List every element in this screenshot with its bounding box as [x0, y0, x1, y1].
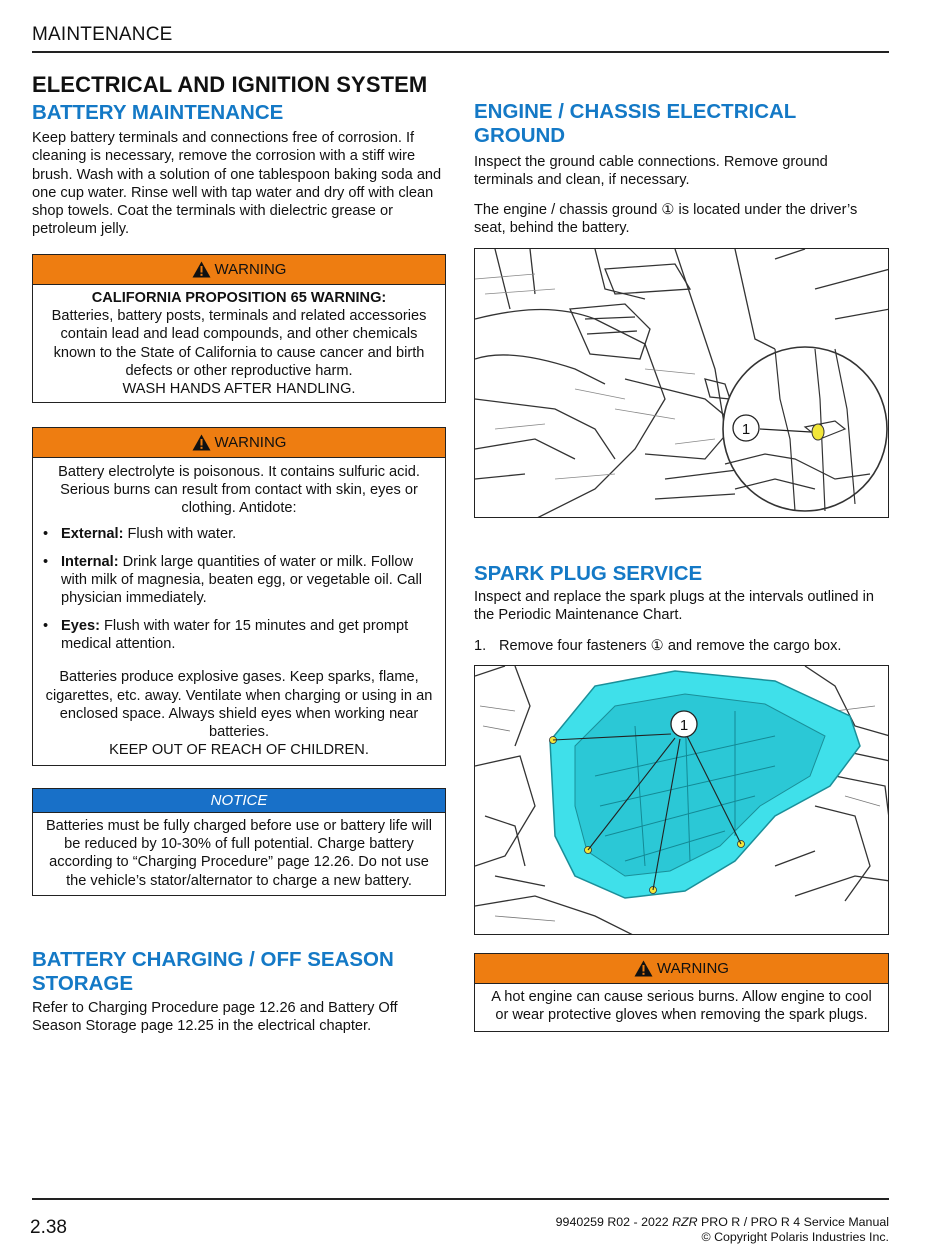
prop65-footer: WASH HANDS AFTER HANDLING.	[122, 381, 356, 398]
electrolyte-footer: KEEP OUT OF REACH OF CHILDREN.	[109, 742, 369, 759]
warning-triangle-icon	[192, 434, 211, 451]
prop65-title: CALIFORNIA PROPOSITION 65 WARNING:	[91, 289, 387, 306]
footer-rule	[32, 1198, 889, 1200]
notice-body: Batteries must be fully charged before use or battery life will be reduced by 10-30% of full potential. Charge battery according to “Charging Procedure” page 12.26. Do not use the vehicle’s stator/alternator to charge a new battery.	[45, 817, 433, 889]
manual-title: 9940259 R02 - 2022 RZR PRO R / PRO R 4 Service Manual	[555, 1215, 889, 1229]
prop65-text: Batteries, battery posts, terminals and related accessories contain lead and lead compounds, and other chemicals known to the State of California to cause cancer and birth defects or other reproductive harm.	[51, 308, 427, 379]
notice-header: NOTICE	[33, 789, 445, 813]
running-header: MAINTENANCE	[32, 24, 173, 45]
list-item: • Eyes: Flush with water for 15 minutes and get prompt medical attention.	[43, 617, 409, 652]
copyright: © Copyright Polaris Industries Inc.	[701, 1229, 889, 1244]
left-column	[32, 72, 446, 1036]
warning-label: WARNING	[214, 433, 287, 451]
spark-plug-heading: SPARK PLUG SERVICE	[474, 562, 703, 586]
warning-header	[33, 255, 445, 285]
explosive-gas-text: Batteries produce explosive gases. Keep sparks, flame, cigarettes, etc. away. Ventilate when charging or using in an enclosed space. Always shield eyes when working near batteries.	[45, 669, 433, 741]
warning-body	[33, 458, 445, 765]
warning-label: WARNING	[214, 260, 287, 278]
engine-ground-text-2: The engine / chassis ground ① is located under the driver’s seat, behind the battery.	[474, 201, 858, 236]
warning-box-prop65	[32, 254, 446, 403]
figure-callout-1: 1	[679, 717, 689, 735]
warning-header	[475, 954, 888, 984]
warning-box-electrolyte	[32, 427, 446, 766]
chassis-line-drawing	[475, 249, 889, 518]
notice-box	[32, 788, 446, 896]
step-number: 1.	[474, 637, 487, 654]
warning-body	[33, 285, 445, 402]
list-item: • External: Flush with water.	[43, 526, 237, 543]
page-number: 2.38	[30, 1217, 67, 1238]
right-column	[474, 100, 889, 1032]
battery-maintenance-heading: BATTERY MAINTENANCE	[32, 101, 284, 124]
warning-triangle-icon	[634, 960, 653, 977]
figure-callout-1: 1	[741, 421, 751, 439]
step-1	[474, 637, 889, 655]
ground-location-figure	[474, 248, 889, 518]
electrolyte-intro: Battery electrolyte is poisonous. It contains sulfuric acid. Serious burns can result from contact with skin, eyes or clothing. Antidote:	[58, 463, 420, 517]
warning-triangle-icon	[192, 261, 211, 278]
battery-charging-text: Refer to Charging Procedure page 12.26 and Battery Off Season Storage page 12.25 in the electrical chapter.	[32, 999, 398, 1035]
cargo-box-figure	[474, 665, 889, 935]
chapter-title: ELECTRICAL AND IGNITION SYSTEM	[32, 72, 428, 97]
engine-ground-heading: ENGINE / CHASSIS ELECTRICAL GROUND	[474, 100, 796, 147]
cargo-box-drawing	[475, 666, 889, 935]
antidote-list	[41, 525, 437, 653]
engine-ground-text-1: Inspect the ground cable connections. Remove ground terminals and clean, if necessary.	[474, 154, 828, 189]
warning-box-hot-engine	[474, 953, 889, 1032]
step-text: Remove four fasteners ① and remove the cargo box.	[499, 637, 842, 654]
warning-header	[33, 428, 445, 458]
header-rule	[32, 51, 889, 53]
spark-plug-text: Inspect and replace the spark plugs at the intervals outlined in the Periodic Maintenance Chart.	[474, 589, 874, 624]
battery-charging-heading: BATTERY CHARGING / OFF SEASON STORAGE	[32, 947, 394, 995]
list-item: • Internal: Drink large quantities of water or milk. Follow with milk of magnesia, beaten egg, or vegetable oil. Call physician immediately.	[43, 553, 422, 607]
footer-doc-info	[556, 1215, 889, 1244]
battery-maintenance-text: Keep battery terminals and connections free of corrosion. If cleaning is necessary, remove the corrosion with a stiff wire brush. Wash with a solution of one tablespoon baking soda and one cup water. Rinse well with tap water and dry off with clean shop towels. Coat the terminals with dielectric grease or petroleum jelly.	[32, 130, 442, 238]
warning-label: WARNING	[657, 960, 729, 978]
warning-body: A hot engine can cause serious burns. Allow engine to cool or wear protective gloves when removing the spark plugs.	[491, 989, 872, 1024]
